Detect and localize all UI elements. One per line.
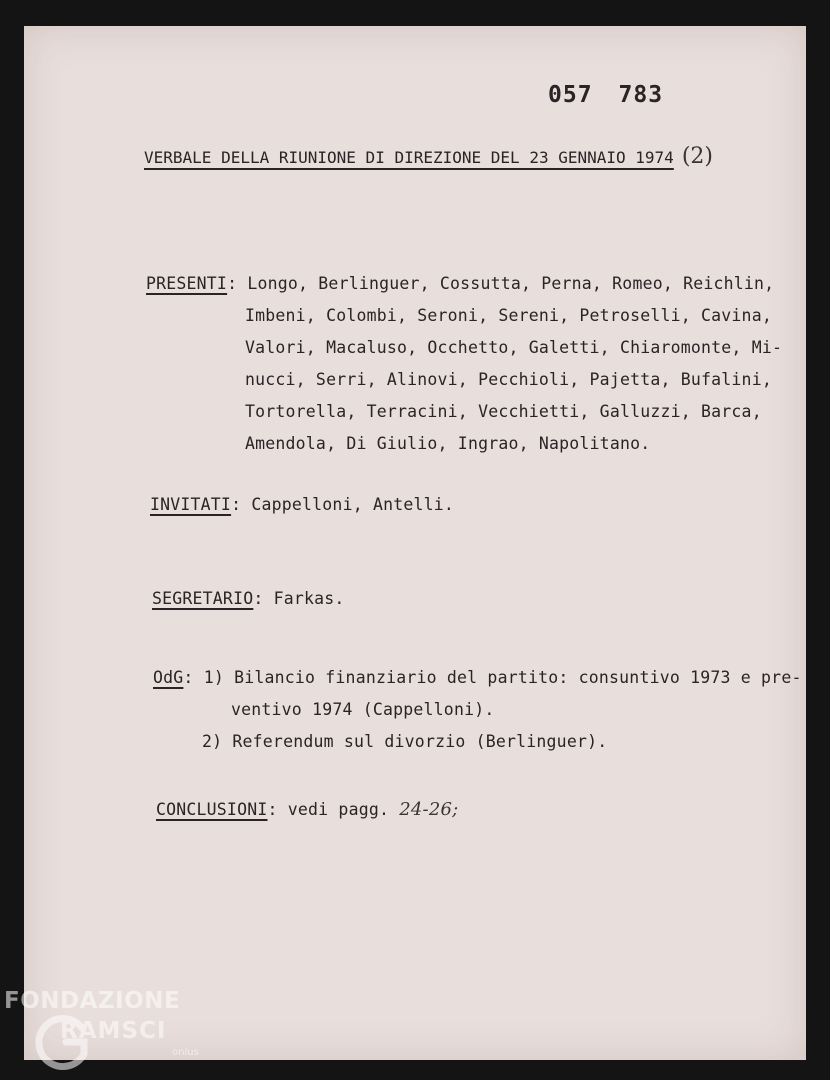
document-page [24,26,806,1060]
handwritten-page-mark: (2) [681,144,713,169]
conclusioni-label: CONCLUSIONI [156,800,268,819]
odg-line-1: OdG: 1) Bilancio finanziario del partito: consuntivo 1973 e pre- [153,668,802,687]
watermark-line-1: FONDAZIONE [4,988,181,1014]
presenti-label: PRESENTI [146,274,228,293]
segretario-line: SEGRETARIO: Farkas. [152,589,345,608]
document-number [548,82,663,108]
odg-label: OdG [153,668,184,687]
watermark-sub: onlus [172,1047,199,1058]
watermark-line-2: RAMSCI [60,1018,167,1044]
presenti-line-4: nucci, Serri, Alinovi, Pecchioli, Pajetta, Bufalini, [245,370,772,389]
presenti-line-6: Amendola, Di Giulio, Ingrao, Napolitano. [245,434,651,453]
document-number-part-a: 057 [548,82,593,108]
presenti-line-1: PRESENTI: Longo, Berlinguer, Cossutta, Perna, Romeo, Reichlin, [146,274,775,293]
segretario-name: Farkas. [273,589,345,608]
presenti-names: Longo, Berlinguer, Cossutta, Perna, Romeo, Reichlin, [247,274,775,293]
conclusioni-pages-handwritten: 24-26; [399,799,459,820]
invitati-label: INVITATI [150,495,232,514]
presenti-line-3: Valori, Macaluso, Occhetto, Galetti, Chiaromonte, Mi- [245,338,783,357]
document-number-part-b: 783 [618,82,664,108]
segretario-label: SEGRETARIO [152,589,254,608]
odg-item-1: 1) Bilancio finanziario del partito: consuntivo 1973 e pre- [203,668,802,687]
title-row [144,144,713,169]
odg-item-1-continuation: ventivo 1974 (Cappelloni). [231,700,495,719]
invitati-line: INVITATI: Cappelloni, Antelli. [150,495,455,514]
presenti-line-5: Tortorella, Terracini, Vecchietti, Galluzzi, Barca, [245,402,762,421]
invitati-names: Cappelloni, Antelli. [251,495,455,514]
presenti-line-2: Imbeni, Colombi, Seroni, Sereni, Petroselli, Cavina, [245,306,772,325]
conclusioni-text: vedi pagg. [287,800,390,819]
fondazione-gramsci-watermark [4,986,214,1080]
document-title: VERBALE DELLA RIUNIONE DI DIREZIONE DEL 23 GENNAIO 1974 [144,148,674,167]
conclusioni-line: CONCLUSIONI: vedi pagg. 24-26; [156,799,459,820]
odg-item-2: 2) Referendum sul divorzio (Berlinguer). [202,732,608,751]
